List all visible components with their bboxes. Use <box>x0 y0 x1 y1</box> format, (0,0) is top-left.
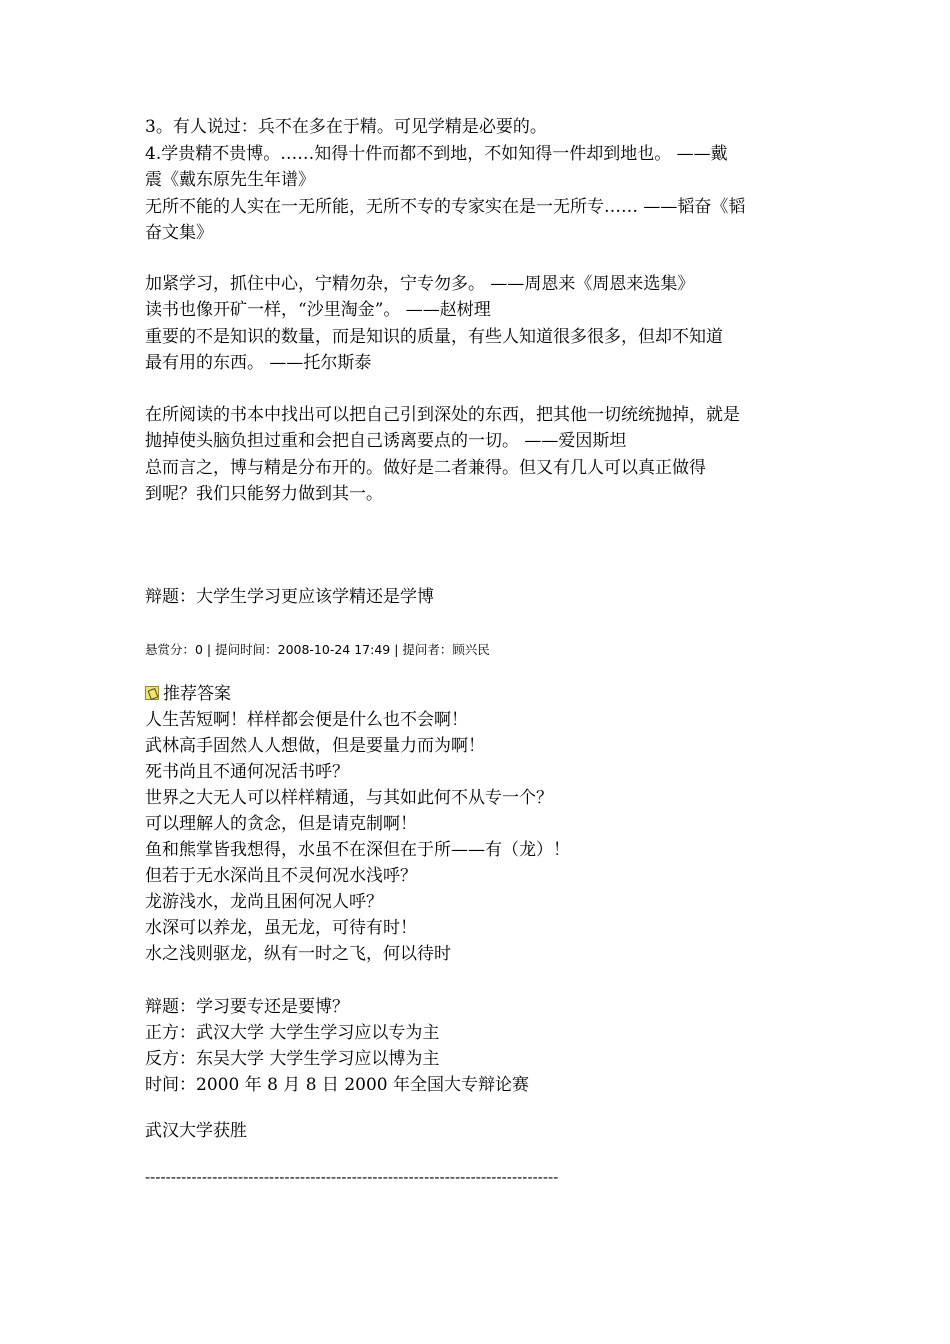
debate-pro: 正方：武汉大学 大学生学习应以专为主 <box>145 1023 440 1043</box>
answer-icon <box>145 686 159 700</box>
text-line: 重要的不是知识的数量，而是知识的质量，有些人知道很多很多，但却不知道 <box>145 327 723 347</box>
debate-topic: 辩题：学习要专还是要博？ <box>145 997 349 1017</box>
text-line: 加紧学习，抓住中心，宁精勿杂，宁专勿多。 ——周恩来《周恩来选集》 <box>145 274 695 294</box>
text-line: 奋文集》 <box>145 223 213 243</box>
text-line: 最有用的东西。 ——托尔斯泰 <box>145 353 372 373</box>
text-line: 抛掉使头脑负担过重和会把自己诱离要点的一切。 ——爱因斯坦 <box>145 431 627 451</box>
text-line: 读书也像开矿一样，“沙里淘金”。 ——赵树理 <box>145 300 491 320</box>
answer-heading-row <box>145 681 231 707</box>
answer-line: 水深可以养龙，虽无龙，可待有时！ <box>145 918 417 938</box>
question-meta: 悬赏分：0 | 提问时间：2008-10-24 17:49 | 提问者：顾兴民 <box>145 642 490 657</box>
debate-time: 时间：2000 年 8 月 8 日 2000 年全国大专辩论赛 <box>145 1075 529 1095</box>
answer-line: 龙游浅水，龙尚且困何况人呼？ <box>145 892 383 912</box>
debate-result: 武汉大学获胜 <box>145 1121 247 1141</box>
text-line: 无所不能的人实在一无所能，无所不专的专家实在是一无所专…… ——韬奋《韬 <box>145 197 746 217</box>
answer-line: 可以理解人的贪念，但是请克制啊！ <box>145 814 417 834</box>
answer-line: 武林高手固然人人想做，但是要量力而为啊！ <box>145 736 485 756</box>
answer-line: 鱼和熊掌皆我想得，水虽不在深但在于所——有（龙）！ <box>145 840 570 860</box>
answer-line: 人生苦短啊！样样都会便是什么也不会啊！ <box>145 710 468 730</box>
question-title: 辩题：大学生学习更应该学精还是学博 <box>145 587 434 607</box>
text-line: 在所阅读的书本中找出可以把自己引到深处的东西，把其他一切统统抛掉，就是 <box>145 405 740 425</box>
text-line: 震《戴东原先生年谱》 <box>145 170 315 190</box>
text-line: 3。有人说过：兵不在多在于精。可见学精是必要的。 <box>145 117 547 137</box>
answer-heading: 推荐答案 <box>163 684 231 704</box>
answer-line: 世界之大无人可以样样精通，与其如此何不从专一个？ <box>145 788 553 808</box>
answer-line: 死书尚且不通何况活书呼？ <box>145 762 349 782</box>
text-line: 总而言之，博与精是分布开的。做好是二者兼得。但又有几人可以真正做得 <box>145 458 706 478</box>
debate-con: 反方：东吴大学 大学生学习应以博为主 <box>145 1049 440 1069</box>
answer-line: 但若于无水深尚且不灵何况水浅呼？ <box>145 866 417 886</box>
answer-line: 水之浅则驱龙，纵有一时之飞，何以待时 <box>145 944 451 964</box>
text-line: 到呢？我们只能努力做到其一。 <box>145 484 383 504</box>
text-line: 4.学贵精不贵博。……知得十件而都不到地，不如知得一件却到地也。 ——戴 <box>145 144 728 164</box>
divider-line: -------------------------------------------------------------------------------- <box>145 1168 559 1186</box>
